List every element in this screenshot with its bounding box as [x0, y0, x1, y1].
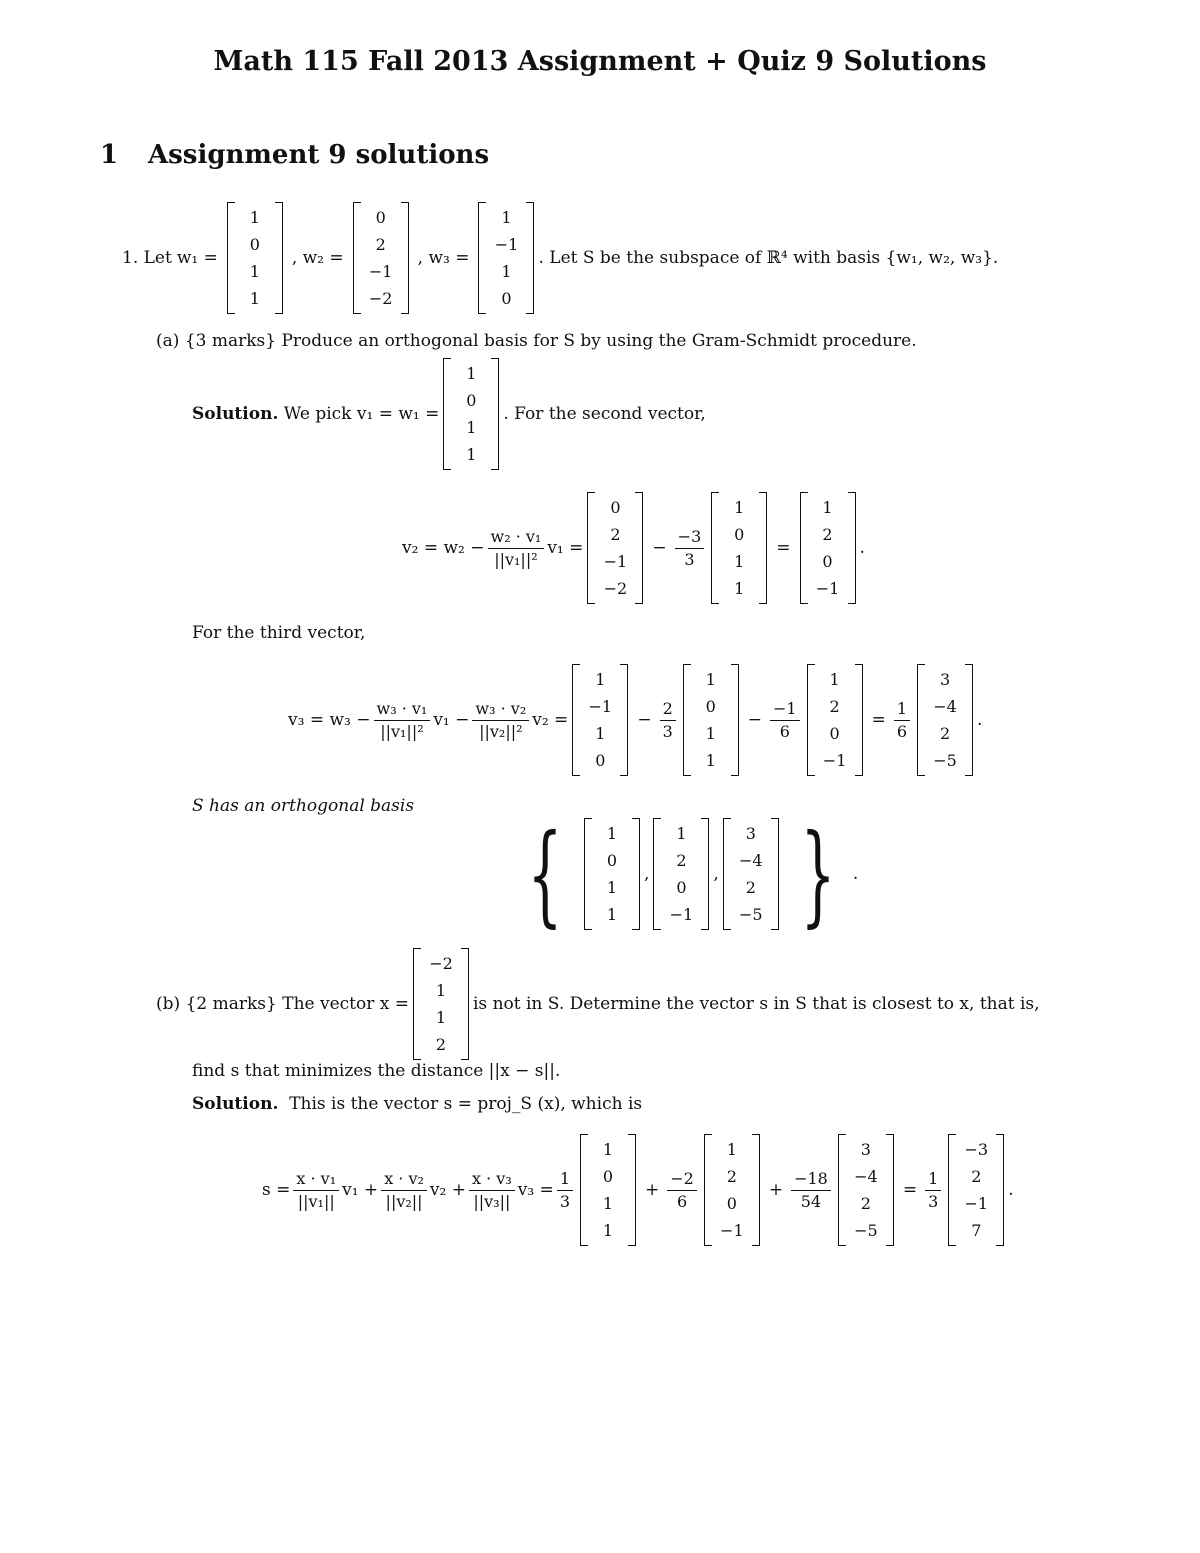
eq2-lhs: v₂ = w₂ − — [402, 538, 485, 558]
matrix-entry: 1 — [734, 579, 745, 598]
eq3-matrix-1 — [572, 664, 628, 776]
matrix-entries — [815, 664, 855, 776]
left-bracket — [413, 948, 421, 1060]
matrix-entry: 1 — [435, 981, 447, 1000]
matrix-entry: 2 — [435, 1035, 447, 1054]
matrix-entries — [808, 492, 848, 604]
matrix-entry: 1 — [602, 1140, 614, 1159]
right-bracket — [401, 202, 409, 314]
right-bracket — [491, 358, 499, 470]
proj-c4-den: 3 — [928, 1191, 939, 1211]
matrix-v1 — [443, 358, 499, 470]
right-bracket — [628, 1134, 636, 1246]
right-bracket — [771, 818, 779, 930]
part-a-statement — [156, 330, 917, 352]
matrix-entry: −1 — [603, 552, 628, 571]
left-brace: { — [527, 810, 563, 938]
matrix-entry: 1 — [249, 208, 260, 227]
matrix-entry: 2 — [726, 1167, 737, 1186]
problem-1-label: 1. Let — [122, 248, 172, 268]
matrix-entries — [925, 664, 965, 776]
left-bracket — [653, 818, 661, 930]
eq3-fraction-2 — [472, 699, 529, 742]
part-b-statement — [156, 948, 1040, 1060]
proj-matrix-1 — [580, 1134, 636, 1246]
eq3-coef-1 — [660, 699, 676, 742]
left-bracket — [478, 202, 486, 314]
matrix-entry: −1 — [964, 1194, 989, 1213]
proj-c2-den: 6 — [676, 1191, 688, 1211]
matrix-entries — [361, 202, 401, 314]
right-bracket — [701, 818, 709, 930]
matrix-entry: 1 — [606, 824, 618, 843]
proj-coef-1 — [557, 1169, 573, 1212]
right-bracket — [275, 202, 283, 314]
matrix-entry: −4 — [854, 1167, 878, 1186]
matrix-entry: 3 — [860, 1140, 871, 1159]
proj-c1-den: 3 — [559, 1191, 570, 1211]
proj-p2: v₂ + — [429, 1180, 466, 1200]
right-bracket — [848, 492, 856, 604]
basis-vector-2 — [653, 818, 709, 930]
eq3-f1-den: ||v₁||² — [380, 721, 424, 741]
matrix-entries — [588, 1134, 628, 1246]
matrix-entry: 1 — [734, 498, 745, 517]
matrix-entries — [731, 818, 771, 930]
left-bracket — [704, 1134, 712, 1246]
proj-c2-num: −2 — [667, 1169, 697, 1191]
equation-projection: s = $\frac{\text{x · v₁}}{\text{||v₁||}}$ v₁ + $\frac{\text{x · v₂}}{\text{||v₂||}}$ v₂ + $\frac{\text{x · v₃}}{\text{||v₃||}}$ v₃ = $\frac{1}{3}$ 1 0 1 1 + $\frac{-2}{6}$ 1 2 0 −1 + $\frac{-18}{54}$ 3 −4 2 −5 = $\frac{1}{3}$ −3 2 −1 7 . — [262, 1134, 1014, 1246]
eq3-f2-den: ||v₂||² — [479, 721, 523, 741]
matrix-entry: −1 — [494, 235, 519, 254]
page-title: Math 115 Fall 2013 Assignment + Quiz 9 Solutions — [213, 46, 987, 77]
matrix-entries — [451, 358, 491, 470]
part-b-solution-text: This is the vector s = proj_S (x), which is — [289, 1094, 643, 1114]
eq3-lhs: v₃ = w₃ − — [288, 710, 371, 730]
eq3-after: v₂ = — [532, 710, 569, 730]
matrix-entries — [592, 818, 632, 930]
right-bracket — [752, 1134, 760, 1246]
section-title: Assignment 9 solutions — [148, 140, 490, 170]
eq3-matrix-2 — [683, 664, 739, 776]
proj-f3-num: x · v₃ — [469, 1169, 515, 1191]
proj-c3-den: 54 — [800, 1191, 822, 1211]
proj-f2-den: ||v₂|| — [385, 1191, 423, 1211]
eq2-matrix-2 — [711, 492, 767, 604]
right-bracket — [965, 664, 973, 776]
proj-coef-3 — [791, 1169, 831, 1212]
part-a-solution-line — [192, 358, 706, 470]
right-bracket — [461, 948, 469, 1060]
left-bracket — [800, 492, 808, 604]
matrix-entry: 0 — [734, 525, 745, 544]
part-b-text-1: {2 marks} The vector x = — [185, 994, 409, 1014]
matrix-entry: −1 — [588, 697, 613, 716]
left-bracket — [807, 664, 815, 776]
eq2-coef-den: 3 — [684, 549, 695, 569]
eq3-f2-num: w₃ · v₂ — [472, 699, 529, 721]
matrix-entry: 1 — [249, 289, 260, 308]
eq2-matrix-1 — [587, 492, 643, 604]
matrix-entries — [719, 492, 759, 604]
proj-c3-num: −18 — [791, 1169, 831, 1191]
matrix-entry: 0 — [829, 724, 840, 743]
matrix-entry: 1 — [501, 208, 512, 227]
matrix-entry: 1 — [602, 1194, 614, 1213]
matrix-entries — [595, 492, 635, 604]
matrix-entry: 2 — [822, 525, 833, 544]
eq3-c1-num: 2 — [660, 699, 676, 721]
matrix-entry: 1 — [829, 670, 840, 689]
matrix-entry: 0 — [676, 878, 687, 897]
solution-text: We pick v₁ = w₁ = — [283, 404, 440, 424]
right-bracket — [855, 664, 863, 776]
matrix-entry: 1 — [595, 670, 606, 689]
matrix-entry: 1 — [705, 724, 716, 743]
eq3-f1-num: w₃ · v₁ — [374, 699, 431, 721]
matrix-entry: −5 — [739, 905, 763, 924]
eq2-fraction — [488, 527, 545, 570]
matrix-entries — [846, 1134, 886, 1246]
matrix-entry: 1 — [602, 1221, 614, 1240]
matrix-entry: 0 — [249, 235, 260, 254]
equation-v3: v₃ = w₃ − $\frac{\text{w₃ · v₁}}{\text{||v₁||²}}$ v₁ − $\frac{\text{w₃ · v₂}}{\text{||v₂||²}}$ v₂ = 1 −1 1 0 − $\frac{2}{3}$ 1 0 1 1 − $\frac{-1}{6}$ 1 2 0 −1 = $\frac{1}{6}$ 3 −4 2 −5 . — [288, 664, 982, 776]
matrix-entry: 1 — [606, 878, 618, 897]
eq3-c2-num: −1 — [770, 699, 800, 721]
matrix-entries — [956, 1134, 996, 1246]
matrix-entry: 1 — [466, 418, 477, 437]
section-number: 1 — [100, 140, 119, 170]
matrix-entry: 1 — [726, 1140, 737, 1159]
matrix-entry: 1 — [705, 670, 716, 689]
third-vector-text: For the third vector, — [192, 623, 366, 643]
left-bracket — [683, 664, 691, 776]
matrix-entries — [691, 664, 731, 776]
right-bracket — [731, 664, 739, 776]
proj-fraction-1 — [293, 1169, 339, 1212]
eq3-coef-3 — [894, 699, 910, 742]
proj-coef-4 — [925, 1169, 941, 1212]
matrix-entry: −5 — [933, 751, 957, 770]
left-bracket — [584, 818, 592, 930]
proj-lhs: s = — [262, 1180, 291, 1200]
right-bracket — [526, 202, 534, 314]
matrix-entry: 1 — [466, 364, 477, 383]
matrix-entry: 3 — [939, 670, 951, 689]
part-a-text: {3 marks} Produce an orthogonal basis for S by using the Gram-Schmidt procedure. — [184, 331, 917, 351]
matrix-entry: 0 — [602, 1167, 614, 1186]
matrix-x — [413, 948, 469, 1060]
part-b-text-2: is not in S. Determine the vector s in S that is closest to x, that is, — [473, 994, 1040, 1014]
matrix-entry: −3 — [964, 1140, 989, 1159]
proj-matrix-2 — [704, 1134, 760, 1246]
matrix-entries — [486, 202, 526, 314]
proj-fraction-3 — [469, 1169, 515, 1212]
right-brace: } — [800, 810, 836, 938]
matrix-w2 — [353, 202, 409, 314]
matrix-entry: 2 — [971, 1167, 982, 1186]
eq3-c1-den: 3 — [662, 721, 673, 741]
matrix-entry: −4 — [933, 697, 957, 716]
proj-result — [948, 1134, 1004, 1246]
matrix-entry: 2 — [676, 851, 687, 870]
matrix-entry: −2 — [429, 954, 453, 973]
part-b-label: (b) — [156, 994, 181, 1014]
matrix-entry: 0 — [466, 391, 477, 410]
matrix-entry: −1 — [720, 1221, 744, 1240]
part-b-text-3: find s that minimizes the distance ||x − s||. — [192, 1061, 561, 1081]
matrix-entry: 1 — [606, 905, 618, 924]
right-bracket — [620, 664, 628, 776]
eq2-after-frac: v₁ = — [547, 538, 584, 558]
matrix-entry: 0 — [705, 697, 716, 716]
matrix-entries — [421, 948, 461, 1060]
proj-matrix-3 — [838, 1134, 894, 1246]
matrix-entry: −1 — [368, 262, 393, 281]
matrix-entry: 0 — [610, 498, 621, 517]
matrix-w1 — [227, 202, 283, 314]
eq2-result — [800, 492, 856, 604]
matrix-entry: 2 — [860, 1194, 871, 1213]
proj-f2-num: x · v₂ — [381, 1169, 427, 1191]
matrix-entry: 1 — [466, 445, 477, 464]
proj-f3-den: ||v₃|| — [473, 1191, 511, 1211]
proj-coef-2 — [667, 1169, 697, 1212]
eq3-c3-num: 1 — [894, 699, 910, 721]
eq3-fraction-1 — [374, 699, 431, 742]
basis-vector-3 — [723, 818, 779, 930]
matrix-entry: 1 — [676, 824, 687, 843]
problem-1-tail: . Let S be the subspace of ℝ⁴ with basis {w₁, w₂, w₃}. — [538, 248, 999, 268]
proj-c4-num: 1 — [925, 1169, 941, 1191]
matrix-entries — [712, 1134, 752, 1246]
left-bracket — [443, 358, 451, 470]
left-bracket — [572, 664, 580, 776]
left-bracket — [917, 664, 925, 776]
matrix-entry: −4 — [739, 851, 763, 870]
matrix-entry: 1 — [734, 552, 745, 571]
matrix-entry: 0 — [595, 751, 606, 770]
proj-f1-den: ||v₁|| — [297, 1191, 335, 1211]
matrix-entry: −1 — [815, 579, 840, 598]
part-b-solution-line — [192, 1093, 642, 1115]
basis-vector-1 — [584, 818, 640, 930]
matrix-entry: 1 — [249, 262, 260, 281]
matrix-entry: −1 — [822, 751, 847, 770]
left-bracket — [711, 492, 719, 604]
left-bracket — [227, 202, 235, 314]
matrix-entries — [580, 664, 620, 776]
left-bracket — [580, 1134, 588, 1246]
matrix-entry: −2 — [603, 579, 628, 598]
eq3-coef-2 — [770, 699, 800, 742]
proj-p3: v₃ = — [517, 1180, 554, 1200]
left-bracket — [948, 1134, 956, 1246]
part-a-label: (a) — [156, 331, 180, 351]
matrix-entry: 7 — [971, 1221, 982, 1240]
right-bracket — [635, 492, 643, 604]
eq2-frac-num: w₂ · v₁ — [488, 527, 545, 549]
solution-label: Solution. — [192, 404, 279, 424]
left-bracket — [838, 1134, 846, 1246]
matrix-entry: 0 — [822, 552, 833, 571]
right-bracket — [632, 818, 640, 930]
problem-1-statement: 1. Let w₁ = 1 0 1 1 , w₂ = 0 2 −1 −2 , w₃ = 1 −1 1 0 . Let S be the subspace of ℝ⁴ with basis {w₁, w₂, w₃}. — [122, 202, 998, 314]
matrix-entry: 0 — [375, 208, 386, 227]
eq2-coefficient — [675, 527, 705, 570]
matrix-entry: −5 — [854, 1221, 878, 1240]
right-bracket — [996, 1134, 1004, 1246]
matrix-entry: 1 — [705, 751, 716, 770]
equation-v2: v₂ = w₂ − $\frac{\text{w₂ · v₁}}{\text{||v₁||²}}$ v₁ = 0 2 −1 −2 − $\frac{-3}{3}$ 1 0 1 1 = 1 2 0 −1 . — [402, 492, 865, 604]
orthogonal-basis-set: { 1 0 1 1 , 1 2 0 −1 , 3 −4 2 −5 } . — [527, 810, 859, 938]
matrix-entry: 0 — [726, 1194, 737, 1213]
matrix-entry: 1 — [595, 724, 606, 743]
eq2-frac-den: ||v₁||² — [494, 549, 538, 569]
part-b-solution-label: Solution. — [192, 1094, 279, 1114]
matrix-entry: 3 — [745, 824, 756, 843]
matrix-entry: 2 — [829, 697, 840, 716]
proj-p1: v₁ + — [342, 1180, 379, 1200]
left-bracket — [587, 492, 595, 604]
matrix-entry: 2 — [375, 235, 386, 254]
matrix-entry: 2 — [745, 878, 756, 897]
proj-fraction-2 — [381, 1169, 427, 1212]
eq3-mid: v₁ − — [433, 710, 470, 730]
matrix-w3 — [478, 202, 534, 314]
orthogonal-basis-text: S has an orthogonal basis — [192, 796, 415, 816]
matrix-entries — [661, 818, 701, 930]
eq2-coef-num: −3 — [675, 527, 705, 549]
matrix-entries — [235, 202, 275, 314]
left-bracket — [723, 818, 731, 930]
right-bracket — [886, 1134, 894, 1246]
section-heading — [100, 140, 489, 170]
matrix-entry: −1 — [669, 905, 694, 924]
right-bracket — [759, 492, 767, 604]
eq3-c3-den: 6 — [896, 721, 908, 741]
second-vector-text: . For the second vector, — [503, 404, 706, 424]
matrix-entry: 0 — [501, 289, 512, 308]
matrix-entry: 1 — [822, 498, 833, 517]
matrix-entry: 1 — [435, 1008, 447, 1027]
matrix-entry: 2 — [939, 724, 951, 743]
matrix-entry: 0 — [606, 851, 618, 870]
proj-f1-num: x · v₁ — [293, 1169, 339, 1191]
matrix-entry: 1 — [501, 262, 512, 281]
proj-c1-num: 1 — [557, 1169, 573, 1191]
eq3-c2-den: 6 — [779, 721, 790, 741]
matrix-entry: 2 — [610, 525, 621, 544]
matrix-entry: −2 — [368, 289, 393, 308]
eq3-result — [917, 664, 973, 776]
left-bracket — [353, 202, 361, 314]
eq3-matrix-3 — [807, 664, 863, 776]
